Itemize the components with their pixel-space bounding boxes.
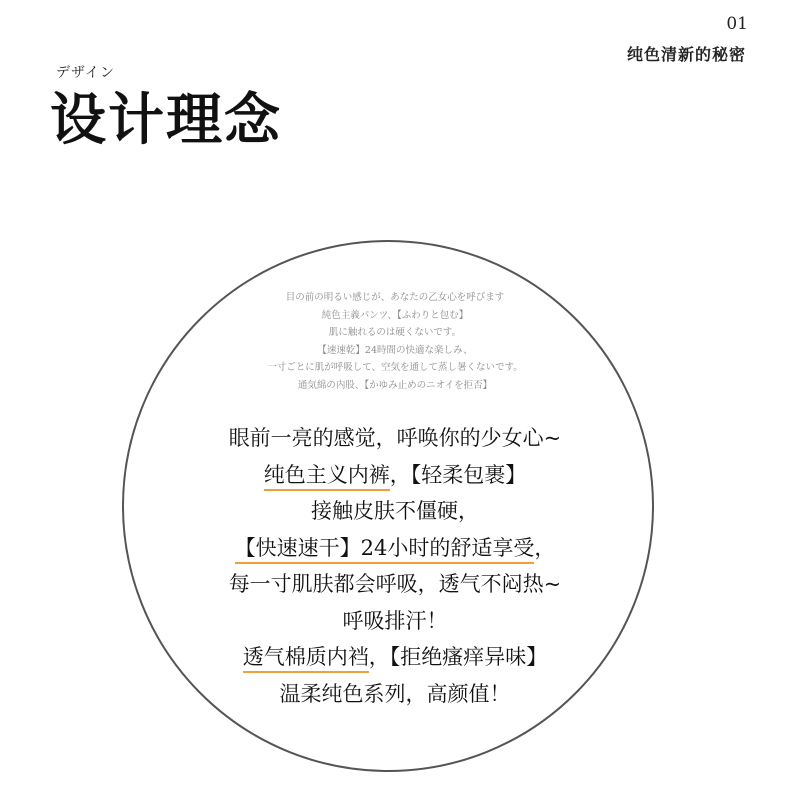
jp-line: 一寸ごとに肌が呼吸して、空気を通して蒸し暑くないです。 xyxy=(267,362,523,373)
page-title: 设计理念 xyxy=(50,87,282,153)
cn-line xyxy=(0,457,790,494)
page-tagline: 纯色清新的秘密 xyxy=(626,45,746,64)
highlight-pure-color: 纯色主义内裤 xyxy=(264,463,390,491)
page-number: 01 xyxy=(726,14,748,34)
jp-line: 肌に触れるのは硬くないです。 xyxy=(328,327,462,338)
cn-line: 呼吸排汗！ xyxy=(342,608,448,633)
jp-line: 【速速乾】24時間の快適な楽しみ、 xyxy=(317,344,473,356)
highlight-cotton-crotch: 透气棉质内裆 xyxy=(243,645,369,673)
cn-line: 眼前一亮的感觉，呼唤你的少女心~ xyxy=(228,426,562,450)
highlight-quick-dry: 【快速速干】24小时的舒适享受 xyxy=(235,536,535,564)
jp-description xyxy=(0,289,790,394)
cn-line-tail: ，【轻柔包裹】 xyxy=(389,462,527,487)
cn-line-tail: ，【拒绝瘙痒异味】 xyxy=(368,645,548,669)
jp-line: 目の前の明るい感じが、あなたの乙女心を呼びます xyxy=(285,292,505,303)
cn-line: 接触皮肤不僵硬， xyxy=(311,499,479,523)
cn-line: 温柔纯色系列，高颜值！ xyxy=(279,681,511,706)
cn-line xyxy=(0,639,790,676)
cn-line-tail: ， xyxy=(534,535,556,560)
cn-line: 每一寸肌肤都会呼吸，透气不闷热~ xyxy=(228,572,562,596)
cn-description xyxy=(0,420,790,712)
subtitle-jp: デザイン xyxy=(56,65,116,81)
jp-line: 通気綿の内股、【かゆみ止めのニオイを拒否】 xyxy=(297,379,493,391)
jp-line: 純色主義パンツ、【ふわりと包む】 xyxy=(321,309,469,321)
cn-line xyxy=(0,530,790,567)
